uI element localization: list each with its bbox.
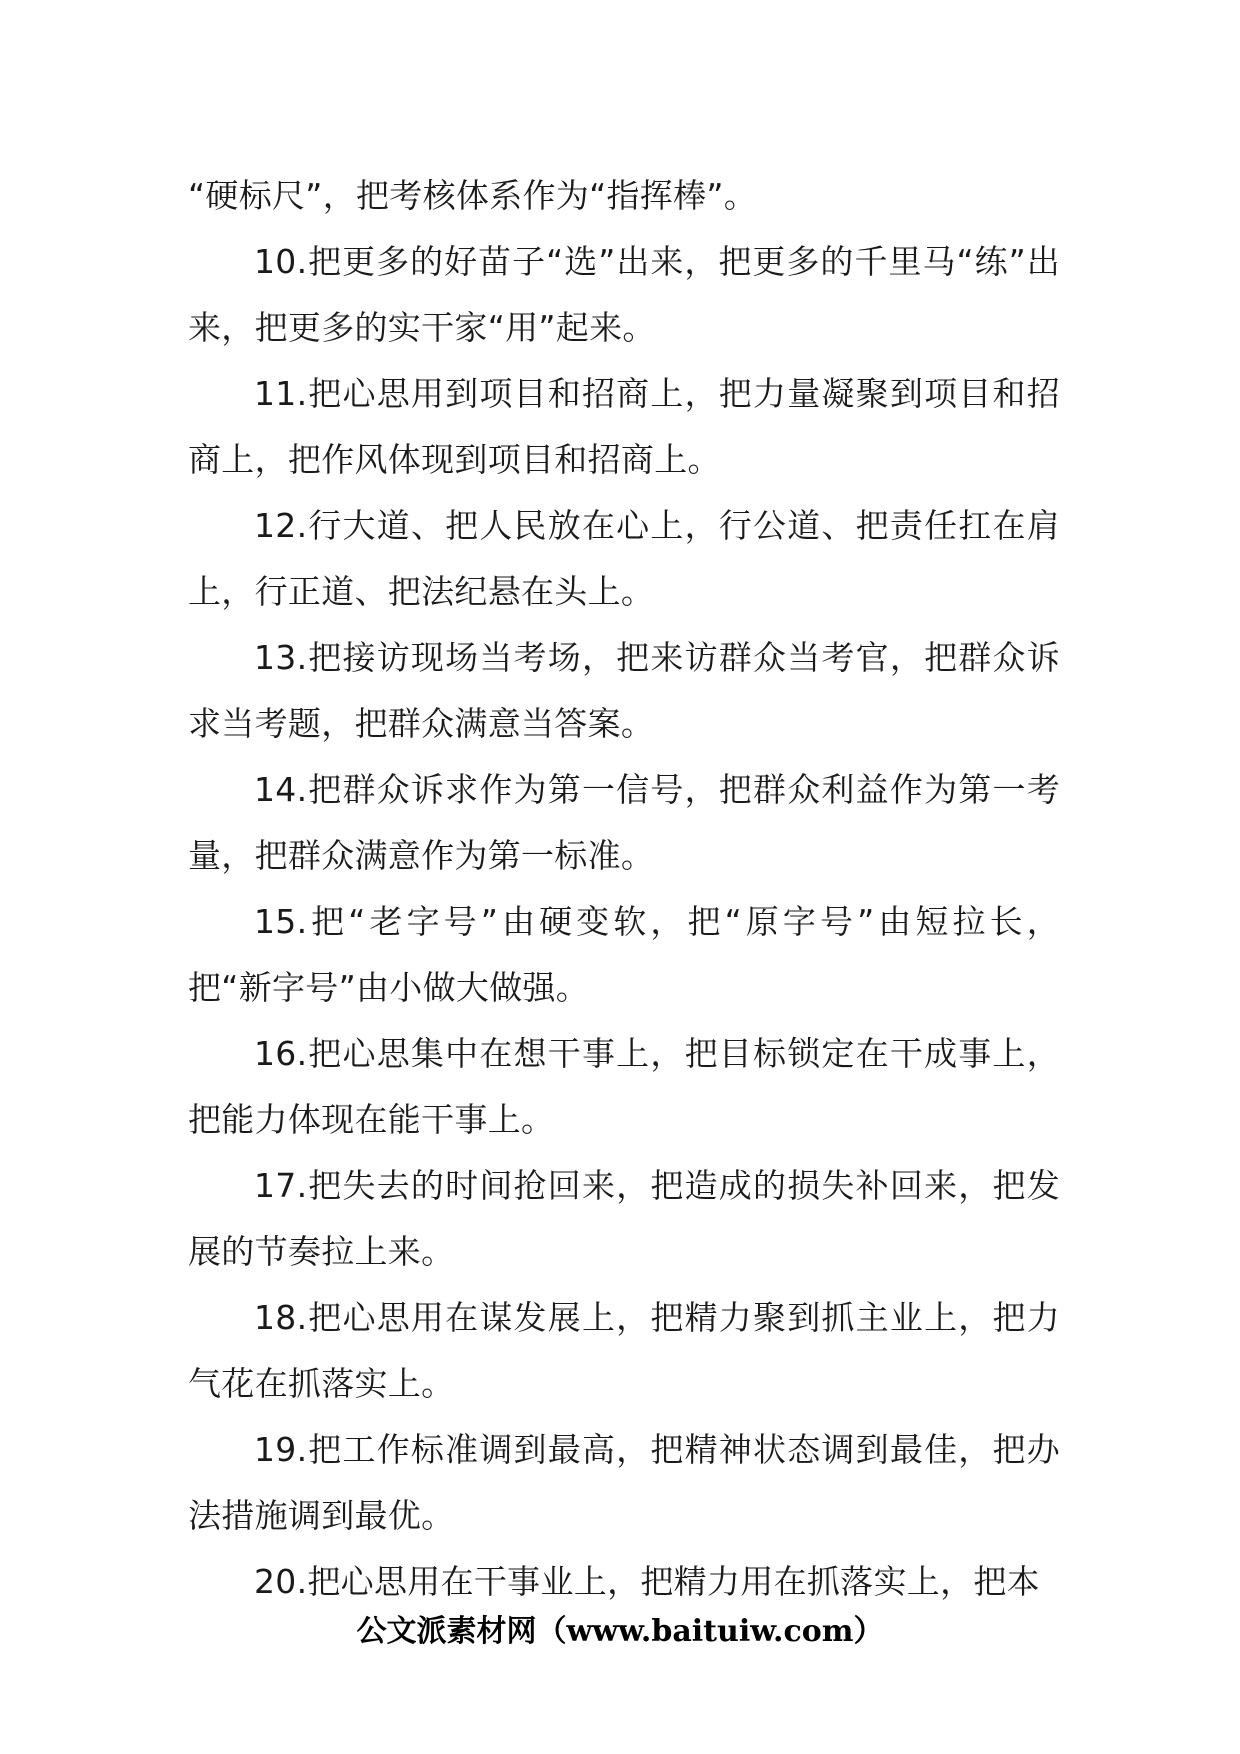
- paragraph-continuation: “硬标尺”，把考核体系作为“指挥棒”。: [188, 176, 758, 215]
- paragraph-item-18: 18.把心思用在谋发展上，把精力聚到抓主业上，把力气花在抓落实上。: [188, 1298, 1060, 1403]
- footer-watermark: 公文派素材网（www.baituiw.com）: [356, 1614, 884, 1649]
- paragraph-item-13: 13.把接访现场当考场，把来访群众当考官，把群众诉求当考题，把群众满意当答案。: [188, 638, 1060, 743]
- paragraph-item-12: 12.行大道、把人民放在心上，行公道、把责任扛在肩上，行正道、把法纪悬在头上。: [188, 506, 1060, 611]
- paragraph-item-11: 11.把心思用到项目和招商上，把力量凝聚到项目和招商上，把作风体现到项目和招商上。: [188, 374, 1060, 479]
- paragraph-item-15: 15.把“老字号”由硬变软，把“原字号”由短拉长，把“新字号”由小做大做强。: [188, 902, 1060, 1007]
- paragraph-item-14: 14.把群众诉求作为第一信号，把群众利益作为第一考量，把群众满意作为第一标准。: [188, 770, 1060, 875]
- paragraph-item-19: 19.把工作标准调到最高，把精神状态调到最佳，把办法措施调到最优。: [188, 1430, 1060, 1535]
- paragraph-item-16: 16.把心思集中在想干事上，把目标锁定在干成事上，把能力体现在能干事上。: [188, 1034, 1060, 1139]
- paragraph-item-10: 10.把更多的好苗子“选”出来，把更多的千里马“练”出来，把更多的实干家“用”起来。: [188, 242, 1060, 347]
- document-body: [188, 163, 1060, 1615]
- paragraph-item-17: 17.把失去的时间抢回来，把造成的损失补回来，把发展的节奏拉上来。: [188, 1166, 1060, 1271]
- paragraph-item-20: 20.把心思用在干事业上，把精力用在抓落实上，把本: [254, 1562, 1040, 1601]
